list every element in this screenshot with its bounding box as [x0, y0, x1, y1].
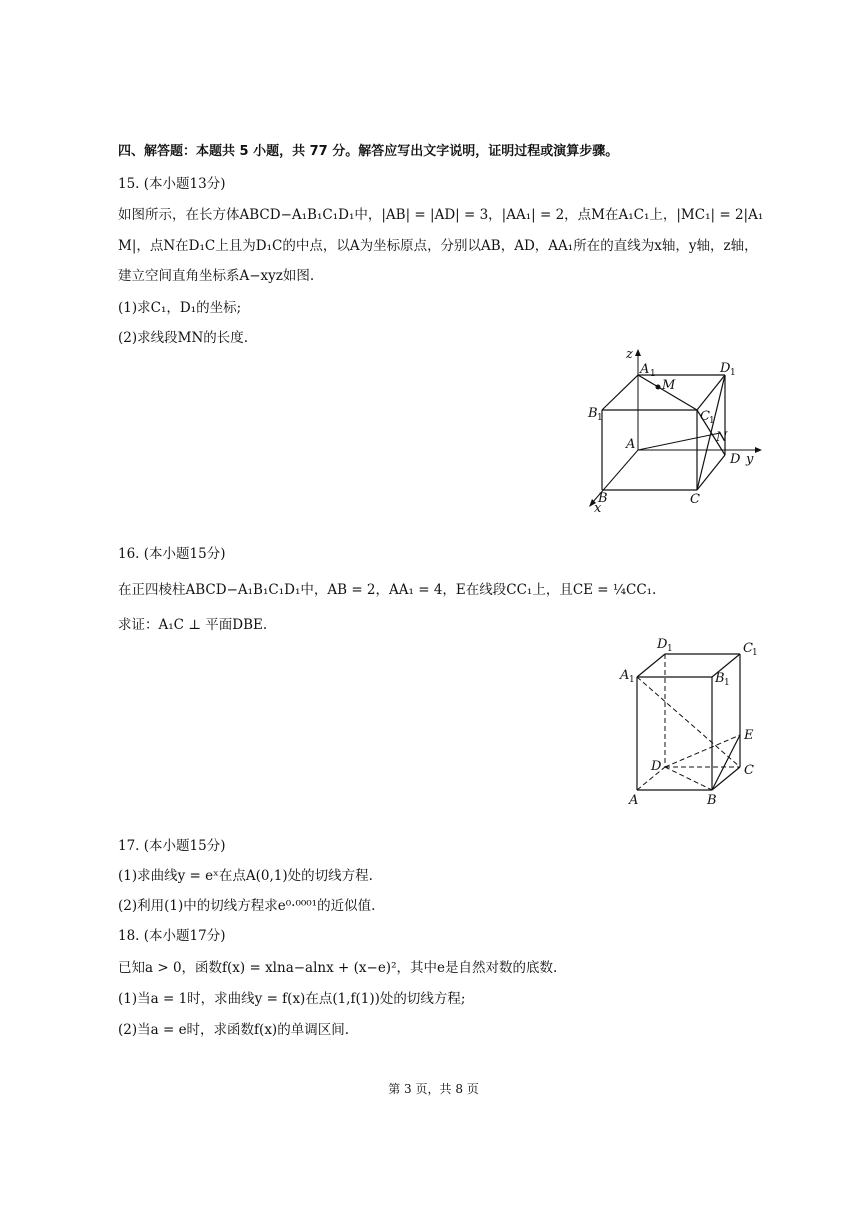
q18-text-line1: 已知a > 0，函数f(x) = xlna−alnx + (x−e)²，其中e是自然对数的底数. [118, 960, 558, 976]
fig1-label-c1: C [700, 409, 710, 424]
q17-title: 17. (本小题15分) [118, 838, 226, 854]
fig1-label-c: C [690, 492, 700, 507]
fig2-label-c: C [744, 763, 754, 778]
svg-text:1: 1 [650, 369, 656, 379]
fig1-label-z: z [626, 347, 633, 362]
fig1-label-a1: A [640, 362, 650, 377]
q16-title: 16. (本小题15分) [118, 546, 226, 562]
q15-part2: (2)求线段MN的长度. [118, 330, 249, 346]
fig2-label-e: E [744, 728, 754, 743]
fig1-label-d1: D [720, 361, 731, 376]
fig2-label-d: D [651, 759, 662, 774]
svg-text:1: 1 [597, 413, 603, 423]
q15-text-line3: 建立空间直角坐标系A−xyz如图. [118, 268, 315, 284]
q15-text-line1: 如图所示，在长方体ABCD−A₁B₁C₁D₁中，|AB| = |AD| = 3，|AA₁| = 2，点M在A₁C₁上，|MC₁| = 2|A₁ [118, 207, 764, 223]
q18-part1: (1)当a = 1时，求曲线y = f(x)在点(1,f(1))处的切线方程; [118, 991, 466, 1007]
q15-cuboid-figure [580, 345, 770, 515]
fig1-label-n: N [716, 430, 728, 445]
fig1-label-b1: B [588, 406, 598, 421]
q17-part1: (1)求曲线y = eˣ在点A(0,1)处的切线方程. [118, 868, 373, 884]
q16-text-line2: 求证：A₁C ⊥ 平面DBE. [118, 617, 268, 633]
q16-prism-figure [615, 632, 765, 812]
svg-text:1: 1 [752, 648, 758, 658]
fig1-label-m: M [662, 378, 676, 393]
fig1-label-a: A [626, 437, 636, 452]
q15-title: 15. (本小题13分) [118, 176, 226, 192]
q17-part2: (2)利用(1)中的切线方程求e⁰·⁰⁰⁰¹的近似值. [118, 898, 376, 914]
q18-title: 18. (本小题17分) [118, 928, 226, 944]
fig2-label-c1: C [743, 641, 753, 656]
fig1-label-d: D [730, 452, 741, 467]
svg-text:1: 1 [709, 416, 715, 426]
fig2-label-d1: D [657, 637, 668, 652]
q18-part2: (2)当a = e时，求函数f(x)的单调区间. [118, 1022, 349, 1038]
fig1-label-x: x [594, 501, 602, 515]
fig2-label-b1: B [715, 671, 725, 686]
q15-part1: (1)求C₁，D₁的坐标; [118, 300, 242, 316]
q16-text-line1: 在正四棱柱ABCD−A₁B₁C₁D₁中，AB = 2，AA₁ = 4，E在线段CC₁上，且CE = ¼CC₁. [118, 582, 657, 598]
fig1-label-b: B [598, 491, 608, 506]
q15-text-line2: M|，点N在D₁C上且为D₁C的中点，以A为坐标原点，分别以AB，AD，AA₁所在的直线为x轴，y轴，z轴， [118, 238, 758, 254]
fig1-label-y: y [746, 452, 754, 467]
fig2-label-a1: A [620, 668, 630, 683]
svg-text:1: 1 [730, 368, 736, 378]
svg-text:1: 1 [667, 644, 673, 654]
svg-text:1: 1 [629, 675, 635, 685]
svg-text:1: 1 [724, 678, 730, 688]
fig2-label-a: A [629, 793, 639, 808]
page-footer: 第 3 页，共 8 页 [388, 1082, 479, 1096]
fig2-label-b: B [707, 793, 717, 808]
section-header: 四、解答题：本题共 5 小题，共 77 分。解答应写出文字说明，证明过程或演算步骤。 [118, 144, 619, 159]
